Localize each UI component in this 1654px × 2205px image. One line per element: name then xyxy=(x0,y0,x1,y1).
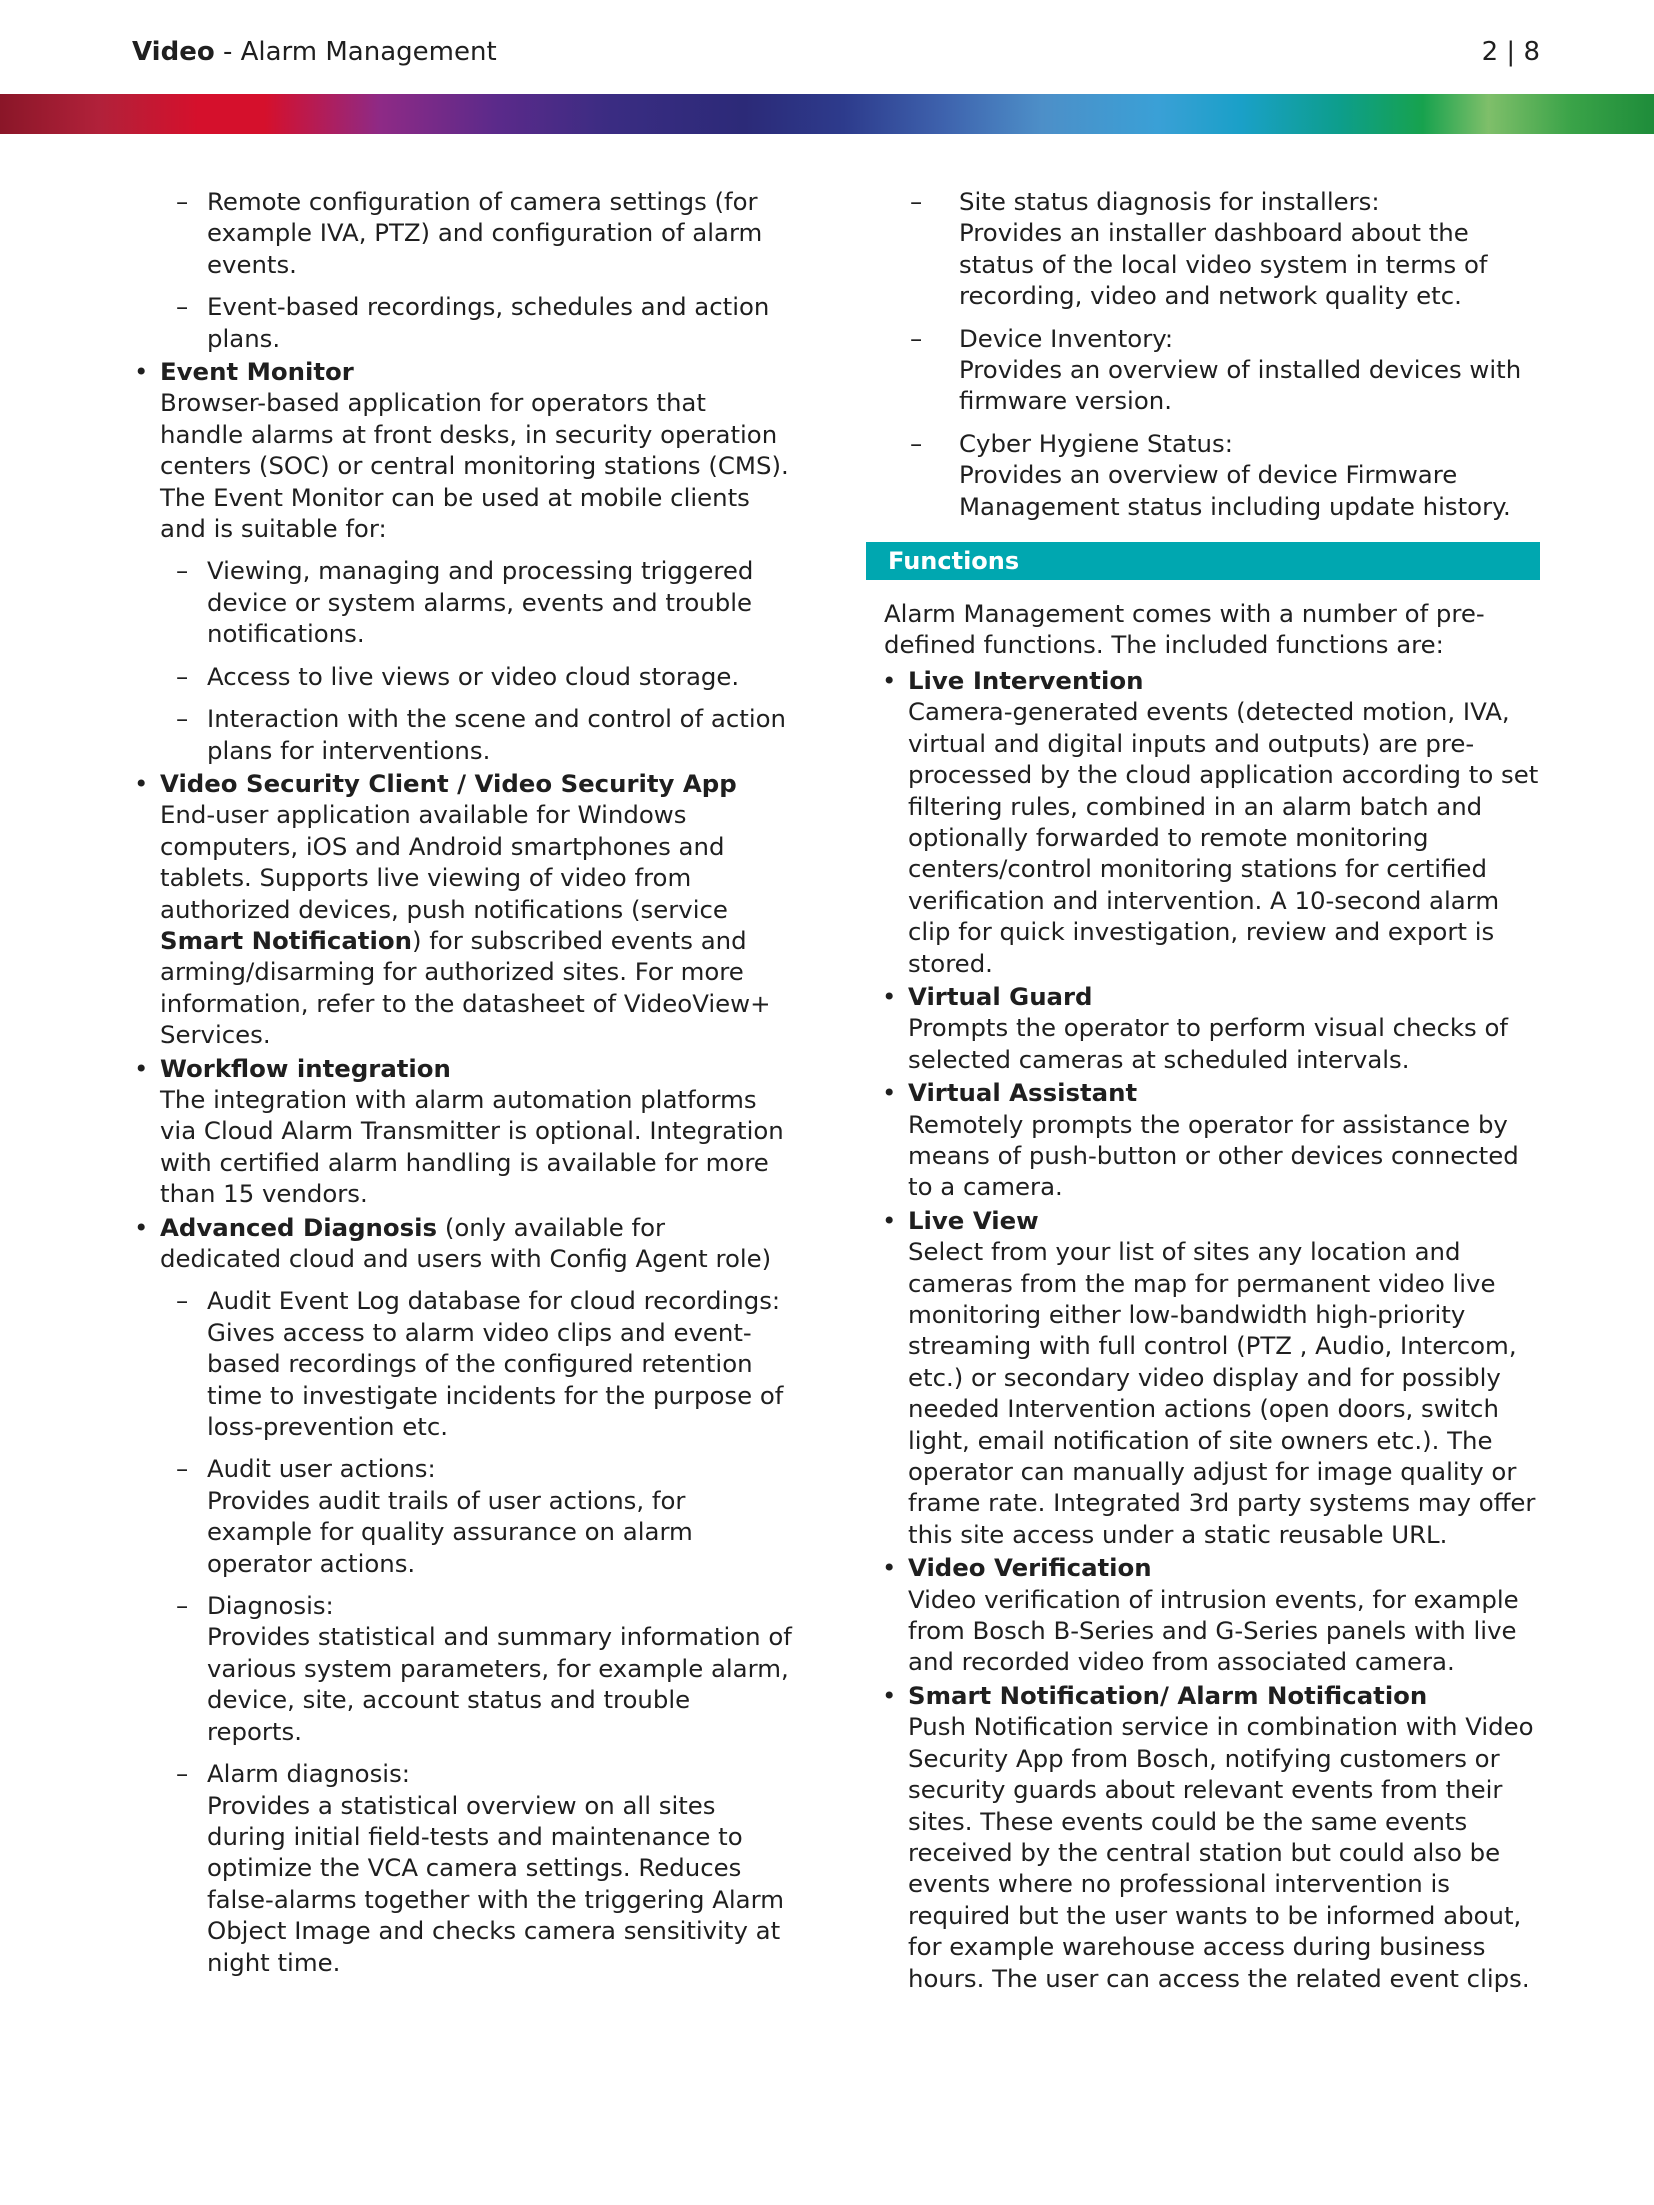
title-subject: - Alarm Management xyxy=(214,37,497,67)
item-title: • Workflow integration xyxy=(160,1053,451,1083)
left-column xyxy=(132,186,792,1978)
item-title: • Virtual Guard xyxy=(908,981,1093,1011)
functions-intro: Alarm Management comes with a number of pre-defined functions. The included functions are: xyxy=(884,599,1485,660)
list-item: – Site status diagnosis for installers: Provides an installer dashboard about the status of the local video system in terms of recording, video and network quality etc. xyxy=(866,186,1540,312)
desc-text: End-user application available for Windows computers, iOS and Android smartphones and tablets. Supports live viewing of video from authorized devices, push notifications (service xyxy=(160,800,728,924)
video-security-client-item xyxy=(132,768,792,1051)
function-item xyxy=(880,1077,1540,1203)
smart-notification-term: Smart Notification xyxy=(160,925,412,955)
list-item: – Cyber Hygiene Status: Provides an overview of device Firmware Management status including update history. xyxy=(866,428,1540,522)
list-item: – Device Inventory: Provides an overview of installed devices with firmware version. xyxy=(866,323,1540,417)
item-description xyxy=(160,799,792,1050)
item-description: Browser-based application for operators that handle alarms at front desks, in security operation centers (SOC) or central monitoring stations (CMS). The Event Monitor can be used at mobile clients and is suitable for: xyxy=(160,388,789,544)
item-description: Video verification of intrusion events, for example from Bosch B-Series and G-Series panels with live and recorded video from associated camera. xyxy=(908,1584,1519,1677)
list-item: – Diagnosis: Provides statistical and summary information of various system parameters, for example alarm, device, site, account status and trouble reports. xyxy=(132,1590,792,1747)
list-item: – Event-based recordings, schedules and action plans. xyxy=(132,291,792,354)
workflow-integration-item xyxy=(132,1053,792,1210)
list-item: – Remote configuration of camera settings (for example IVA, PTZ) and configuration of alarm events. xyxy=(132,186,792,280)
function-item xyxy=(880,1680,1540,1994)
list-item: – Audit user actions: Provides audit trails of user actions, for example for quality assurance on alarm operator actions. xyxy=(132,1453,792,1579)
desc-text: ) for subscribed events and arming/disarming for authorized sites. For more information, refer to the datasheet of VideoView+ Services. xyxy=(160,925,771,1050)
event-monitor-item xyxy=(132,356,792,544)
section-heading-functions: Functions xyxy=(866,542,1540,580)
item-title: • Video Verification xyxy=(908,1553,1152,1583)
list-item: – Interaction with the scene and control of action plans for interventions. xyxy=(132,703,792,766)
document-title xyxy=(132,34,497,70)
item-heading xyxy=(160,1212,792,1275)
color-band-supergraphic xyxy=(0,94,1654,134)
right-column xyxy=(866,186,1540,1994)
item-title: • Virtual Assistant xyxy=(908,1078,1138,1108)
function-item xyxy=(880,981,1540,1075)
advanced-diagnosis-item xyxy=(132,1212,792,1275)
function-item xyxy=(880,1205,1540,1550)
list-item: – Access to live views or video cloud storage. xyxy=(132,661,792,692)
item-title: • Smart Notification/ Alarm Notification xyxy=(908,1680,1428,1710)
item-title: • Live View xyxy=(908,1205,1039,1235)
item-title: • Live Intervention xyxy=(908,665,1144,695)
item-title: • Event Monitor xyxy=(160,357,354,387)
list-item: – Audit Event Log database for cloud recordings: Gives access to alarm video clips and event-based recordings of the configured retention time to investigate incidents for the purpose of loss-prevention etc. xyxy=(132,1285,792,1442)
list-item: – Viewing, managing and processing triggered device or system alarms, events and trouble notifications. xyxy=(132,555,792,649)
item-description: Remotely prompts the operator for assistance by means of push-button or other devices connected to a camera. xyxy=(908,1109,1519,1202)
item-title-note: (only available for dedicated cloud and users with Config Agent role) xyxy=(160,1212,772,1273)
item-description: Push Notification service in combination with Video Security App from Bosch, notifying customers or security guards about relevant events from their sites. These events could be the same events received by the central station but could also be events where no professional intervention is required but the user wants to be informed about, for example warehouse access during business hours. The user can access the related event clips. xyxy=(908,1712,1534,1993)
item-description: The integration with alarm automation platforms via Cloud Alarm Transmitter is optional. Integration with certified alarm handling is available for more than 15 vendors. xyxy=(160,1084,784,1209)
item-title: Advanced Diagnosis xyxy=(160,1212,438,1242)
title-product: Video xyxy=(132,37,215,67)
function-item xyxy=(880,1552,1540,1678)
page-number: 2 | 8 xyxy=(1481,37,1540,67)
function-item xyxy=(880,665,1540,979)
item-title: • Video Security Client / Video Security App xyxy=(160,768,737,798)
item-description: Select from your list of sites any location and cameras from the map for permanent video live monitoring either low-bandwidth high-priority streaming with full control (PTZ , Audio, Intercom, etc.) or secondary video display and for possibly needed Intervention actions (open doors, switch light, email notification of site owners etc.). The operator can manually adjust for image quality or frame rate. Integrated 3rd party systems may offer this site access under a static reusable URL. xyxy=(908,1237,1536,1549)
list-item: – Alarm diagnosis: Provides a statistical overview on all sites during initial field-tests and maintenance to optimize the VCA camera settings. Reduces false-alarms together with the triggering Alarm Object Image and checks camera sensitivity at night time. xyxy=(132,1758,792,1978)
item-description: Prompts the operator to perform visual checks of selected cameras at scheduled intervals. xyxy=(908,1013,1508,1074)
item-description: Camera-generated events (detected motion, IVA, virtual and digital inputs and outputs) are pre-processed by the cloud application according to set filtering rules, combined in an alarm batch and optionally forwarded to remote monitoring centers/control monitoring stations for certified verification and intervention. A 10-second alarm clip for quick investigation, review and export is stored. xyxy=(908,697,1539,978)
